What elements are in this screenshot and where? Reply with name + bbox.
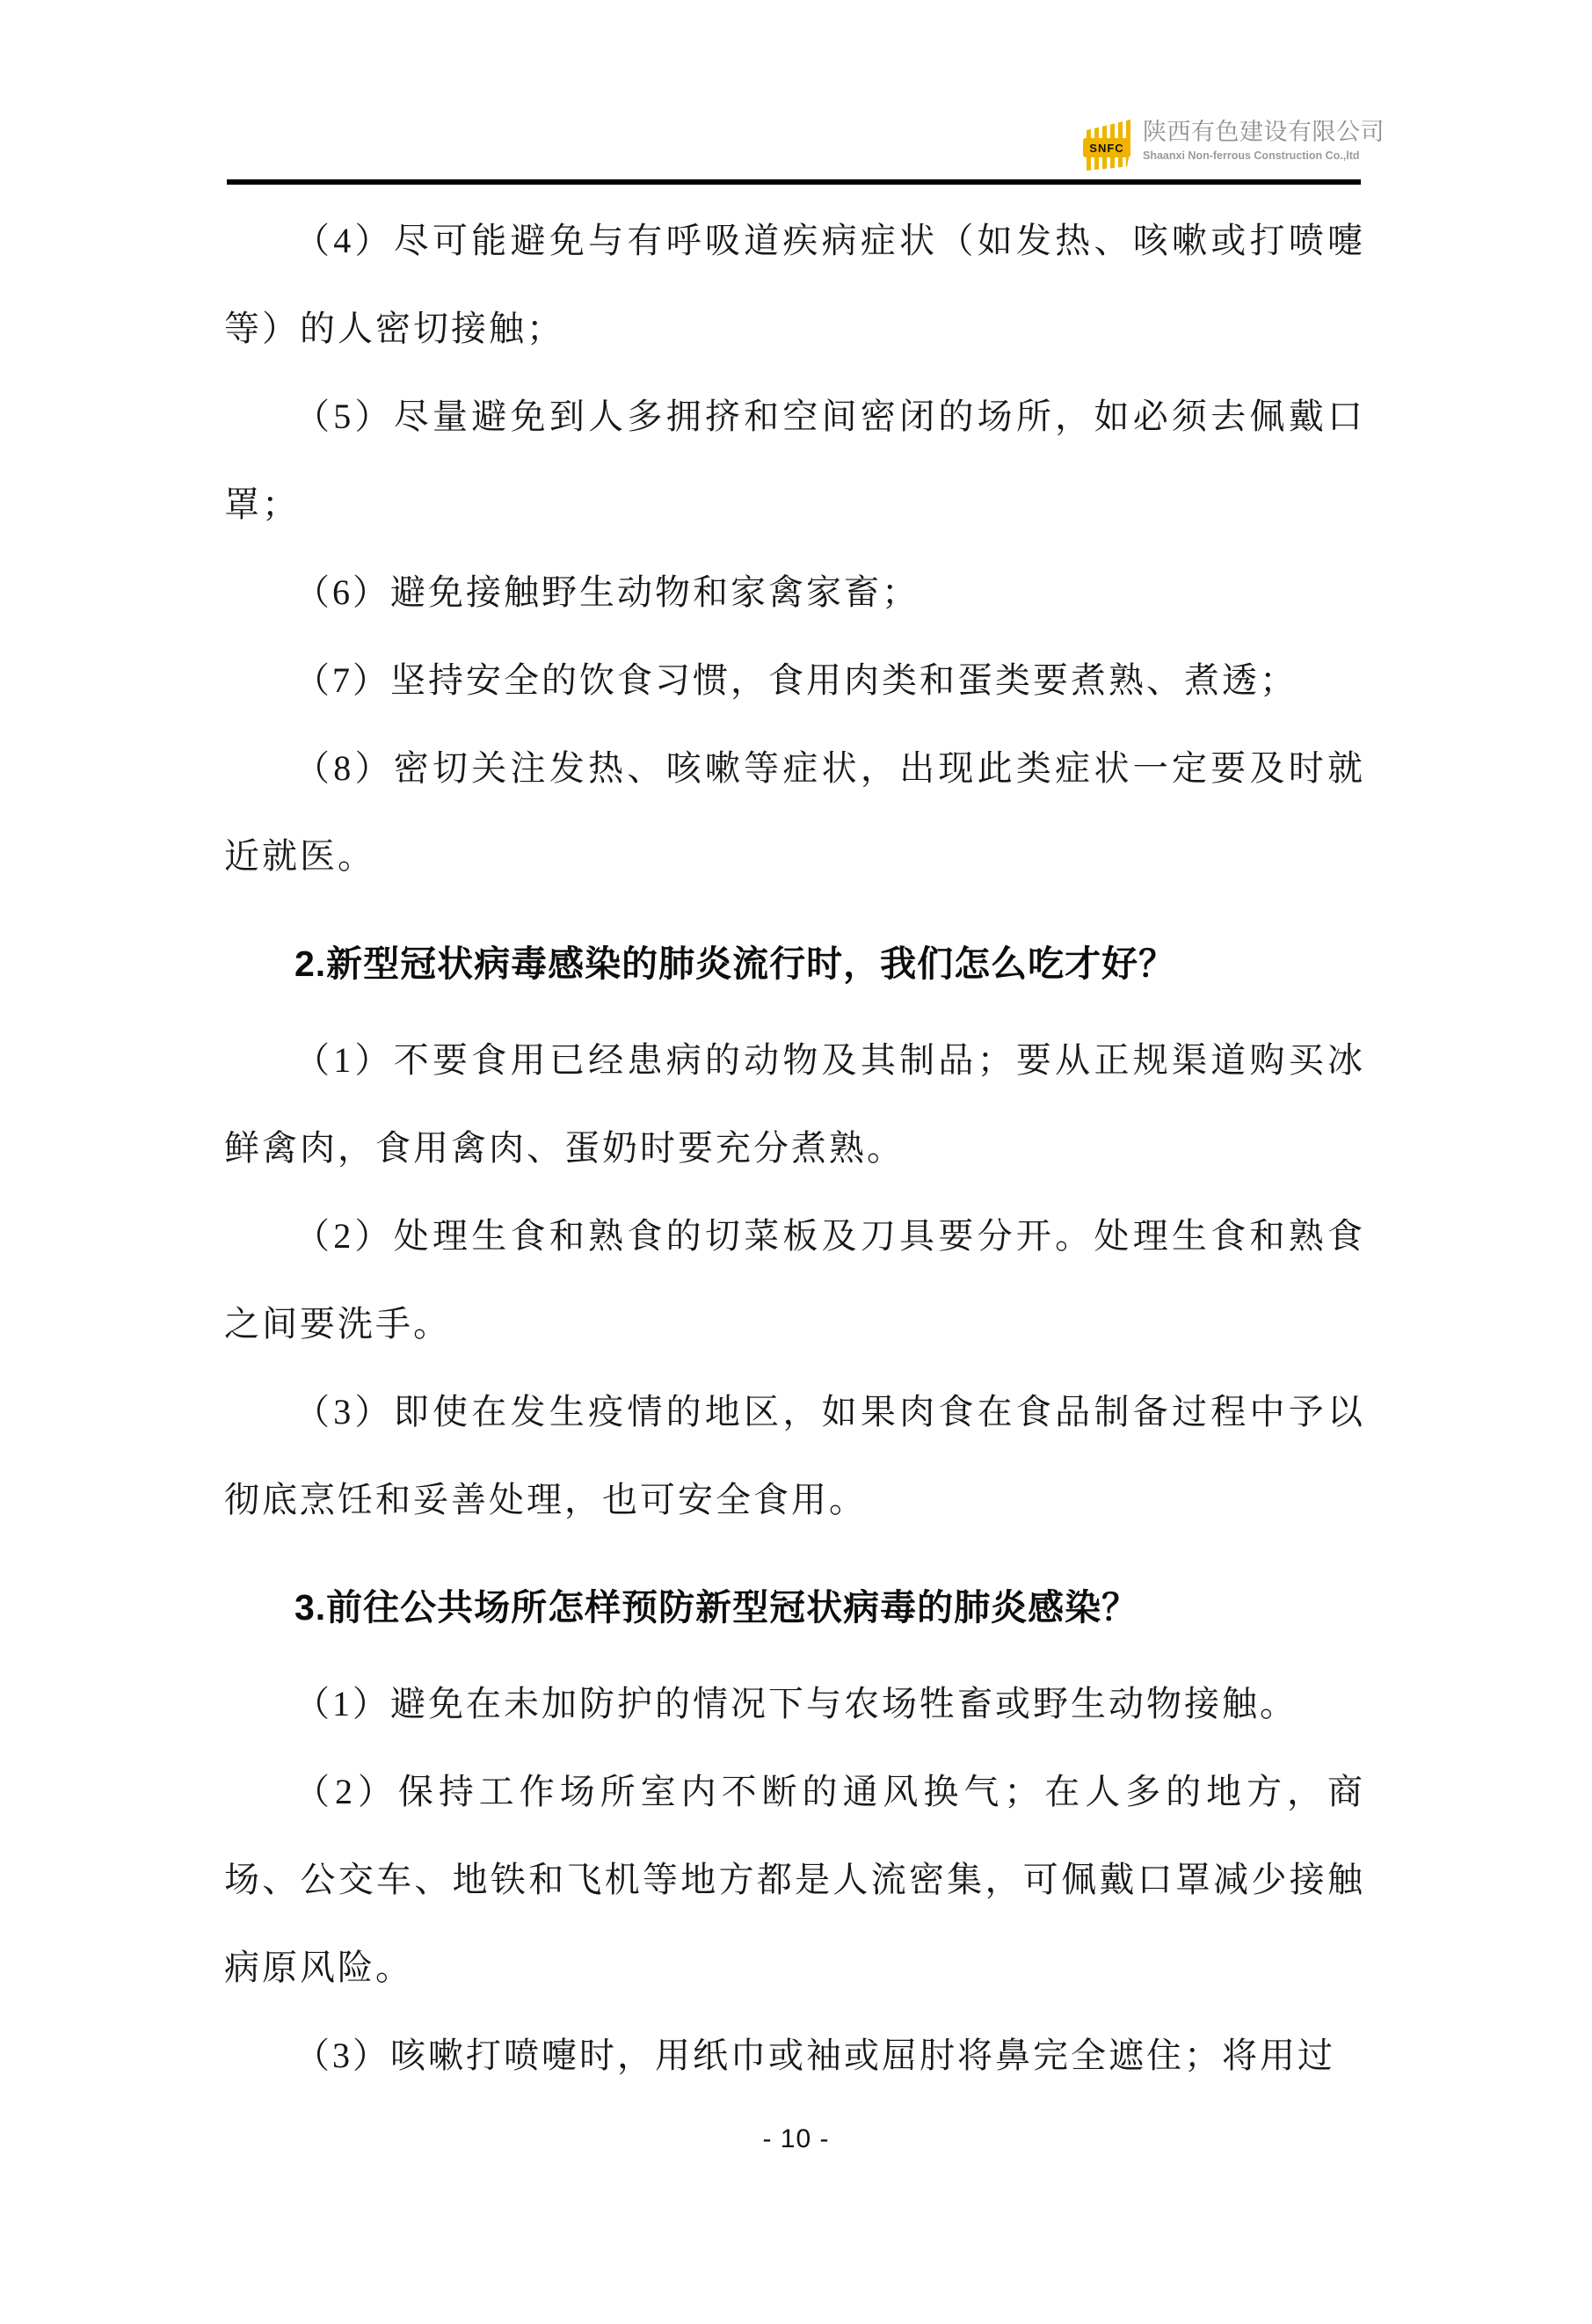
logo-bars-top: [1087, 120, 1130, 139]
document-body: [224, 197, 1365, 2100]
paragraph: （7）坚持安全的饮食习惯，食用肉类和蛋类要煮熟、煮透；: [294, 660, 1298, 700]
header-rule: [227, 179, 1361, 185]
paragraph: （3）即使在发生疫情的地区，如果肉食在食品制备过程中予以彻底烹饪和妥善处理，也可安全食用。: [224, 1392, 1365, 1519]
company-name-cn: 陕西有色建设有限公司: [1143, 119, 1385, 145]
paragraph: （1）不要食用已经患病的动物及其制品；要从正规渠道购买冰鲜禽肉，食用禽肉、蛋奶时要充分煮熟。: [224, 1040, 1365, 1168]
section-heading: 2.新型冠状病毒感染的肺炎流行时，我们怎么吃才好？: [294, 943, 1176, 984]
paragraph: （8）密切关注发热、咳嗽等症状，出现此类症状一定要及时就近就医。: [224, 748, 1365, 876]
paragraph: （6）避免接触野生动物和家禽家畜；: [294, 572, 920, 612]
paragraph: （4）尽可能避免与有呼吸道疾病症状（如发热、咳嗽或打喷嚏等）的人密切接触；: [224, 221, 1365, 348]
logo-bars-bottom: [1087, 157, 1129, 171]
logo-text-block: [1143, 120, 1385, 162]
paragraph: （5）尽量避免到人多拥挤和空间密闭的场所，如必须去佩戴口罩；: [224, 397, 1365, 524]
paragraph: （1）避免在未加防护的情况下与农场牲畜或野生动物接触。: [294, 1684, 1298, 1723]
page-footer: [0, 2124, 1592, 2154]
company-logo: [1083, 120, 1385, 171]
snfc-logo-icon: [1083, 120, 1130, 171]
page-number: - 10 -: [762, 2124, 830, 2153]
paragraph: （2）保持工作场所室内不断的通风换气；在人多的地方，商场、公交车、地铁和飞机等地方都是人流密集，可佩戴口罩减少接触病原风险。: [224, 1772, 1365, 1987]
logo-abbr-box: [1083, 138, 1130, 157]
section-heading: 3.前往公共场所怎样预防新型冠状病毒的肺炎感染？: [294, 1587, 1139, 1628]
company-name-en: Shaanxi Non-ferrous Construction Co.,ltd: [1143, 149, 1360, 162]
logo-abbr-text: SNFC: [1089, 141, 1124, 155]
paragraph: （3）咳嗽打喷嚏时，用纸巾或袖或屈肘将鼻完全遮住；将用过: [294, 2036, 1335, 2075]
paragraph: （2）处理生食和熟食的切菜板及刀具要分开。处理生食和熟食之间要洗手。: [224, 1216, 1365, 1344]
